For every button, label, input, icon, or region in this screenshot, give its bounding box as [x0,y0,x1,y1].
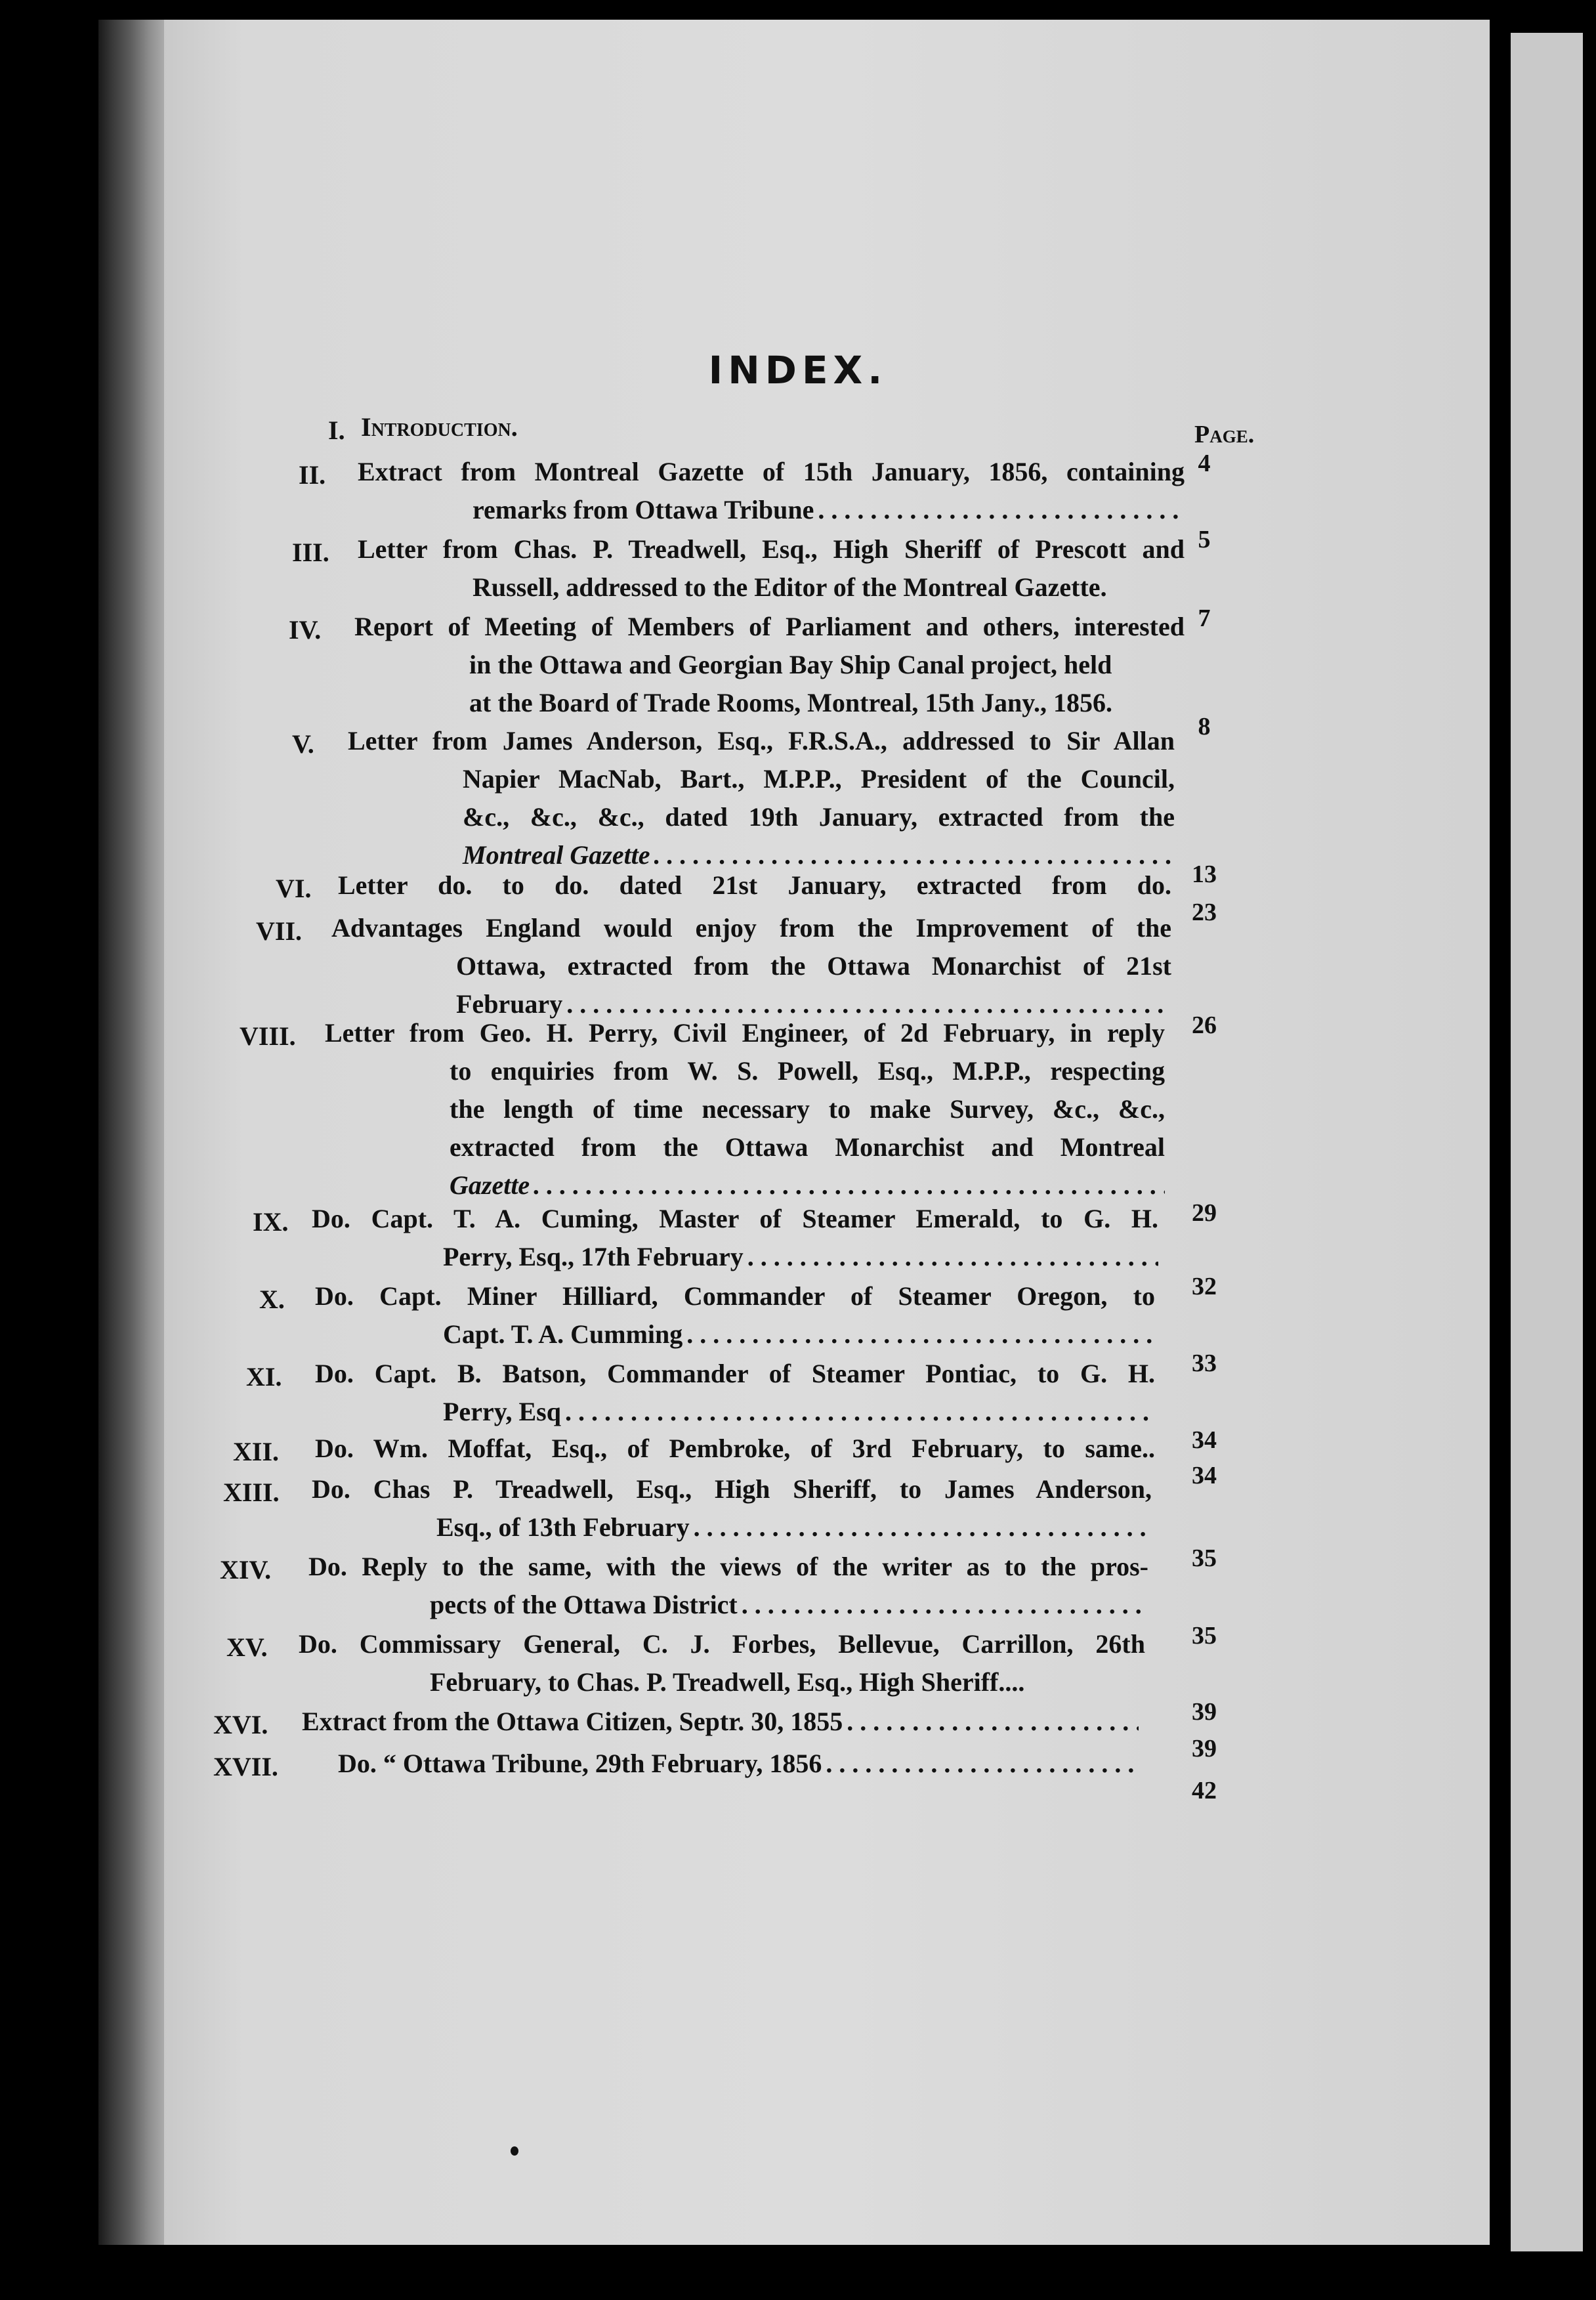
index-title: INDEX. [708,348,888,393]
entry-text-line: remarks from Ottawa Tribune . . . [358,491,1185,529]
entry-text-line: Esq., of 13th February . . . [312,1508,1152,1546]
index-entry [348,722,1175,874]
index-entry [358,453,1185,529]
entry-text-line: Do. Commissary General, C. J. Forbes, Bellevue, Carrillon, 26th [299,1629,1145,1659]
entry-text-line: to enquiries from W. S. Powell, Esq., M.P.P., respecting [450,1056,1165,1086]
entry-text-line: extracted from the Ottawa Monarchist and Montreal [450,1132,1165,1162]
index-entry [361,408,1175,446]
entry-text-line: Letter from James Anderson, Esq., F.R.S.A., addressed to Sir Allan [348,726,1175,756]
entry-text-line: Russell, addressed to the Editor of the Montreal Gazette. [472,572,1107,602]
entry-page-number: 32 [1192,1273,1217,1300]
entry-number: V. [292,729,314,759]
entry-text-line: in the Ottawa and Georgian Bay Ship Canal project, held [469,650,1112,679]
entry-number: III. [292,538,329,567]
page-column-label: Page. [1194,421,1255,448]
entry-text-line: at the Board of Trade Rooms, Montreal, 15th Jany., 1856. [469,688,1112,717]
entry-page-number: 13 [1192,861,1217,888]
entry-number: XIII. [223,1478,280,1507]
entry-text-line: Ottawa, extracted from the Ottawa Monarchist of 21st [456,951,1171,981]
index-entry [315,1430,1155,1468]
entry-page-number: 8 [1198,713,1211,740]
entry-number: VII. [256,916,303,946]
entry-page-number: 34 [1192,1426,1217,1454]
entry-page-number: 39 [1192,1735,1217,1762]
entry-text-line: Do. “ Ottawa Tribune, 29th February, 1856 . . . [338,1745,1139,1783]
entry-number: I. [328,415,345,445]
entry-text-line: Report of Meeting of Members of Parliament and others, interested [354,612,1185,641]
entry-text-line: Letter from Geo. H. Perry, Civil Engineer, of 2d February, in reply [325,1018,1165,1048]
entry-text-line: Perry, Esq . . . [315,1393,1155,1431]
entry-text-line: Perry, Esq., 17th February . . . [312,1238,1158,1276]
entry-text-line: Do. Capt. Miner Hilliard, Commander of Steamer Oregon, to [315,1281,1155,1311]
entry-text-line: Do. Capt. B. Batson, Commander of Steamer Pontiac, to G. H. [315,1359,1155,1388]
index-entry [338,866,1171,905]
entry-number: IV. [289,615,322,645]
entry-page-number: 34 [1192,1462,1217,1489]
entry-text-line: Napier MacNab, Bart., M.P.P., President of the Council, [463,764,1175,794]
entry-page-number: 7 [1198,605,1211,632]
index-entry [354,608,1185,722]
entry-number: XVI. [213,1710,268,1739]
entry-page-number: 35 [1192,1622,1217,1650]
entry-number: II. [299,460,326,490]
entry-number: VIII. [240,1021,296,1051]
entry-text-line: Capt. T. A. Cumming . . . [315,1315,1155,1353]
entry-page-number: 35 [1192,1544,1217,1572]
entry-text-line: Extract from Montreal Gazette of 15th January, 1856, containing [358,457,1185,486]
entry-text-line: Extract from the Ottawa Citizen, Septr. 30, 1855 . . . [302,1703,1139,1741]
entry-text-line: pects of the Ottawa District . . . [308,1586,1148,1624]
index-entry [358,530,1185,607]
entry-page-number: 5 [1198,526,1211,553]
entry-number: X. [259,1285,285,1314]
entry-page-number: 29 [1192,1199,1217,1227]
index-entry [315,1355,1155,1431]
entry-text-line: February . . . [331,985,1171,1023]
entry-number: IX. [253,1207,289,1237]
entry-text-line: the length of time necessary to make Survey, &c., &c., [450,1094,1165,1124]
entry-number: XV. [226,1632,268,1662]
entry-text-line: &c., &c., &c., dated 19th January, extracted from the [463,802,1175,832]
index-entry [312,1200,1158,1276]
entry-text-line: Do. Chas P. Treadwell, Esq., High Sheriff, to James Anderson, [312,1474,1152,1504]
index-entry [299,1625,1145,1701]
index-entry [338,1745,1139,1783]
index-entry [331,909,1171,1023]
index-entry [308,1548,1148,1624]
entry-text-line: Advantages England would enjoy from the Improvement of the [331,913,1171,943]
entry-number: XIV. [220,1555,272,1585]
entry-number: XVII. [213,1752,278,1781]
entry-page-number: 33 [1192,1350,1217,1377]
entry-page-number: 23 [1192,899,1217,926]
index-entry [312,1470,1152,1546]
entry-page-number: 42 [1192,1777,1217,1804]
entry-text-line: Letter do. to do. dated 21st January, extracted from do. [338,870,1171,900]
entry-text-line: Do. Capt. T. A. Cuming, Master of Steamer Emerald, to G. H. [312,1204,1158,1233]
entry-text-line: Montreal Gazette . . . [348,836,1175,874]
entry-text-line: Do. Reply to the same, with the views of the writer as to the pros- [308,1552,1148,1581]
index-entry [325,1014,1165,1204]
entry-page-number: 26 [1192,1012,1217,1039]
entry-text-line: Introduction. [361,412,518,442]
entry-page-number: 4 [1198,450,1211,477]
ink-spot [511,2146,518,2156]
entry-text-line: February, to Chas. P. Treadwell, Esq., High Sheriff.... [430,1667,1025,1697]
entry-number: VI. [276,874,312,903]
entry-text-line: Letter from Chas. P. Treadwell, Esq., High Sheriff of Prescott and [358,534,1185,564]
index-entry [315,1277,1155,1353]
entry-number: XI. [246,1362,282,1392]
entry-text-line: Do. Wm. Moffat, Esq., of Pembroke, of 3rd February, to same.. [315,1434,1155,1463]
entry-number: XII. [233,1437,280,1466]
entry-text-line: Gazette . . . [325,1166,1165,1204]
index-entry [302,1703,1139,1741]
entry-page-number: 39 [1192,1698,1217,1726]
